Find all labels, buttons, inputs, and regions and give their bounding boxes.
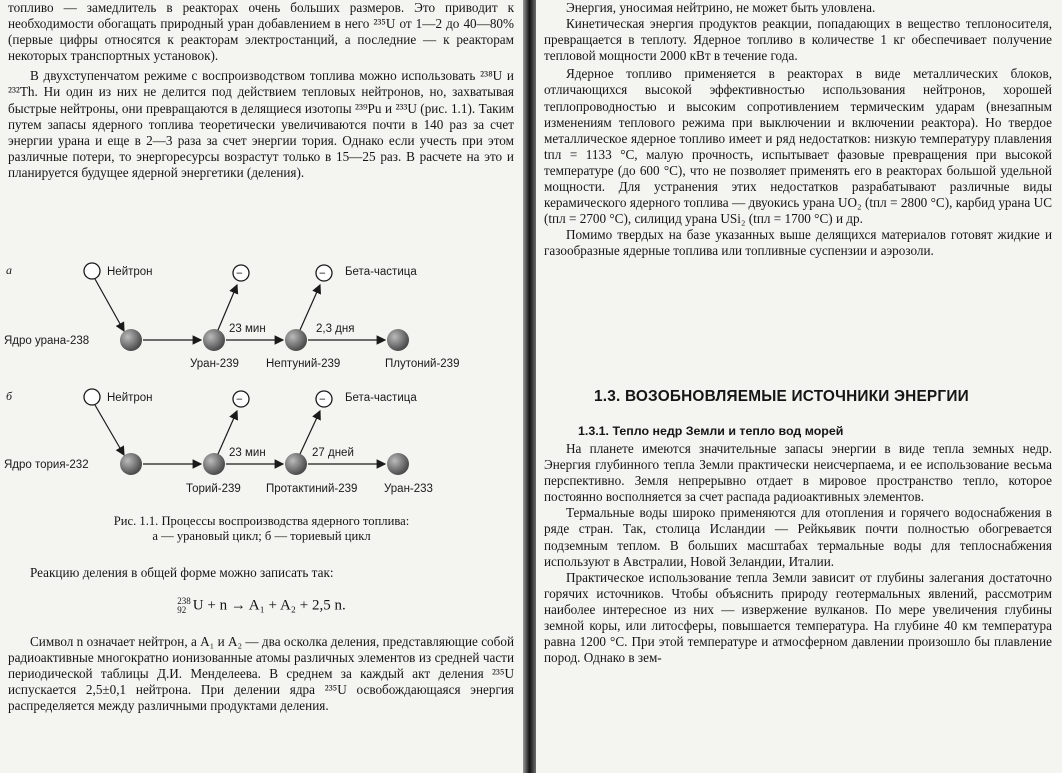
diagram-thorium-cycle: [0, 388, 523, 503]
neutron-label: Нейтрон: [107, 266, 153, 278]
beta-label: Бета-частица: [345, 392, 417, 404]
formula-prescript: [177, 597, 191, 615]
time-label-1: 23 мин: [229, 447, 266, 459]
left-paragraph-1: топливо — замедлитель в реакторах очень больших размеров. Это приводит к необходимости обогащать природный уран добавлением в него ²³⁵U от 1—2 до 40—80% (первые цифры относятся к реакторам электростанций, а последние — к реакторам некоторых транспортных установок).: [8, 0, 514, 64]
electron-sign-2: −: [319, 268, 326, 280]
right-paragraph-5: На планете имеются значительные запасы энергии в виде тепла земных недр. Энергия глубинного тепла Земли практически неисчерпаема, и ее использование весьма перспективно. Земля непрерывно отдает в мировое пространство тепло, которое постоянно восполняется за счет распада радиоактивных элементов.: [544, 441, 1052, 505]
diagram-uranium-cycle: [0, 262, 523, 377]
beta-label: Бета-частица: [345, 266, 417, 278]
nucleus-ball: [120, 453, 142, 475]
neutron-arrow: [95, 279, 124, 331]
electron-sign-1: −: [236, 394, 243, 406]
figure-caption: [0, 514, 523, 544]
right-paragraph-7: Практическое использование тепла Земли зависит от глубины залегания достаточно горячих источников. Чтобы объяснить природу геотермальных явлений, рассмотрим наиболее интересное из них — извержение вулканов. По мере увеличения глубины земной коры, или литосферы, повышается температура. На глубине 40 км температура равна 1200 °С. При этой температуре и атмосферном давлении произошло бы плавление пород. Однако в зем-: [544, 569, 1052, 666]
left-text-bottom: [8, 634, 514, 714]
product-ball-3: [387, 453, 409, 475]
left-text-top: [8, 0, 514, 181]
nucleus-label: Ядро урана-238: [4, 335, 90, 347]
right-paragraph-4: Помимо твердых на базе указанных выше делящихся материалов готовят жидкие и газообразные ядерные топлива или топливные суспензии и аэрозоли.: [544, 227, 1052, 259]
right-paragraph-3: Ядерное топливо применяется в реакторах в виде металлических блоков, отличающихся высокой эффективностью использования нейтронов, хорошей теплопроводностью и высоким сопротивлением термическим ударам (внезапным изменениям теплового режима при выключении и включении реактора). Но твердое металлическое ядерное топливо имеет и ряд недостатков: низкую температуру плавления tпл = 1133 °С, малую прочность, испытывает фазовые превращения при высокой температуре (до 600 °С), что не позволяет применять его в реакторах большой удельной мощности. Для устранения этих недостатков разрабатывают различные виды керамического ядерного топлива — двуокись урана UO₂ (tпл = 2800 °С), карбид урана UC (tпл = 2700 °С), силицид урана USi₂ (tпл = 1700 °С) и др.: [544, 66, 1052, 227]
neutron-circle: [84, 389, 100, 405]
electron-sign-1: −: [236, 268, 243, 280]
left-paragraph-2: В двухступенчатом режиме с воспроизводством топлива можно использовать ²³⁸U и ²³²Th. Ни один из них не делится под действием тепловых нейтронов, но, захватывая быстрые нейтроны, они превращаются в делящиеся изотопы ²³⁹Pu и ²³³U (рис. 1.1). Таким путем запасы ядерного топлива теоретически увеличиваются почти в 140 раз за счет энергии урана и еще в 2—3 раза за счет энергии тория. Однако если учесть при этом различные потери, то энергоресурсы возрастут только в 15—25 раз. В расчете на это и планируется будущее ядерной энергетики (деления).: [8, 68, 514, 180]
time-label-2: 27 дней: [312, 447, 354, 459]
product-ball-1: [203, 329, 225, 351]
formula-mass-number: 238: [177, 596, 191, 606]
left-paragraph-4: Символ n означает нейтрон, а A₁ и A₂ — два осколка деления, представляющие собой радиоактивные многократно ионизованные атомы различных элементов из средней части периодической таблицы Д.И. Менделеева. В среднем за каждый акт деления ²³⁵U испускается 2,5±0,1 нейтрона. При делении ядра ²³⁵U освобождающаяся энергия распределяется между различными продуктами деления.: [8, 634, 514, 714]
product-ball-2: [285, 453, 307, 475]
left-page: [0, 0, 523, 773]
fission-formula: [0, 597, 523, 615]
product-label-2: Протактиний-239: [266, 483, 358, 495]
book-gutter: [523, 0, 536, 773]
product-label-1: Уран-239: [190, 358, 239, 370]
left-text-middle: [8, 565, 514, 581]
right-paragraph-6: Термальные воды широко применяются для отопления и горячего водоснабжения в ряде стран. Так, столица Исландии — Рейкьявик почти полностью обогревается подземным теплом. В больших масштабах термальные воды для теплоснабжения используют в Австралии, Новой Зеландии, Италии.: [544, 505, 1052, 569]
product-ball-3: [387, 329, 409, 351]
nucleus-label: Ядро тория-232: [4, 459, 89, 471]
product-ball-1: [203, 453, 225, 475]
neutron-label: Нейтрон: [107, 392, 153, 404]
neutron-circle: [84, 263, 100, 279]
right-page: [536, 0, 1062, 773]
right-paragraph-2: Кинетическая энергия продуктов реакции, попадающих в вещество теплоносителя, превращается в теплоту. Ядерное топливо в количестве 1 кг обеспечивает получение тепловой мощности 2000 кВт в течение года.: [544, 16, 1052, 64]
product-label-3: Уран-233: [384, 483, 433, 495]
time-label-2: 2,3 дня: [316, 323, 355, 335]
formula-body: U + n → A₁ + A₂ + 2,5 n.: [192, 597, 346, 614]
left-paragraph-3: Реакцию деления в общей форме можно записать так:: [30, 565, 334, 580]
subsection-title: 1.3.1. Тепло недр Земли и тепло вод морей: [578, 424, 844, 438]
nucleus-ball: [120, 329, 142, 351]
product-label-1: Торий-239: [186, 483, 241, 495]
caption-line-1: Рис. 1.1. Процессы воспроизводства ядерного топлива:: [113, 514, 410, 528]
product-label-2: Нептуний-239: [266, 358, 341, 370]
time-label-1: 23 мин: [229, 323, 266, 335]
right-text-bottom: [544, 441, 1052, 666]
electron-sign-2: −: [319, 394, 326, 406]
section-title: 1.3. ВОЗОБНОВЛЯЕМЫЕ ИСТОЧНИКИ ЭНЕРГИИ: [594, 388, 969, 405]
product-label-3: Плутоний-239: [385, 358, 460, 370]
panel-label-a: а: [6, 263, 12, 277]
panel-label-b: б: [6, 389, 13, 403]
caption-line-2: а — урановый цикл; б — ториевый цикл: [152, 529, 371, 543]
right-text-top: [544, 0, 1052, 260]
product-ball-2: [285, 329, 307, 351]
neutron-arrow: [95, 405, 124, 455]
formula-charge-number: 92: [177, 605, 187, 615]
right-paragraph-1: Энергия, уносимая нейтрино, не может быть уловлена.: [566, 0, 876, 15]
